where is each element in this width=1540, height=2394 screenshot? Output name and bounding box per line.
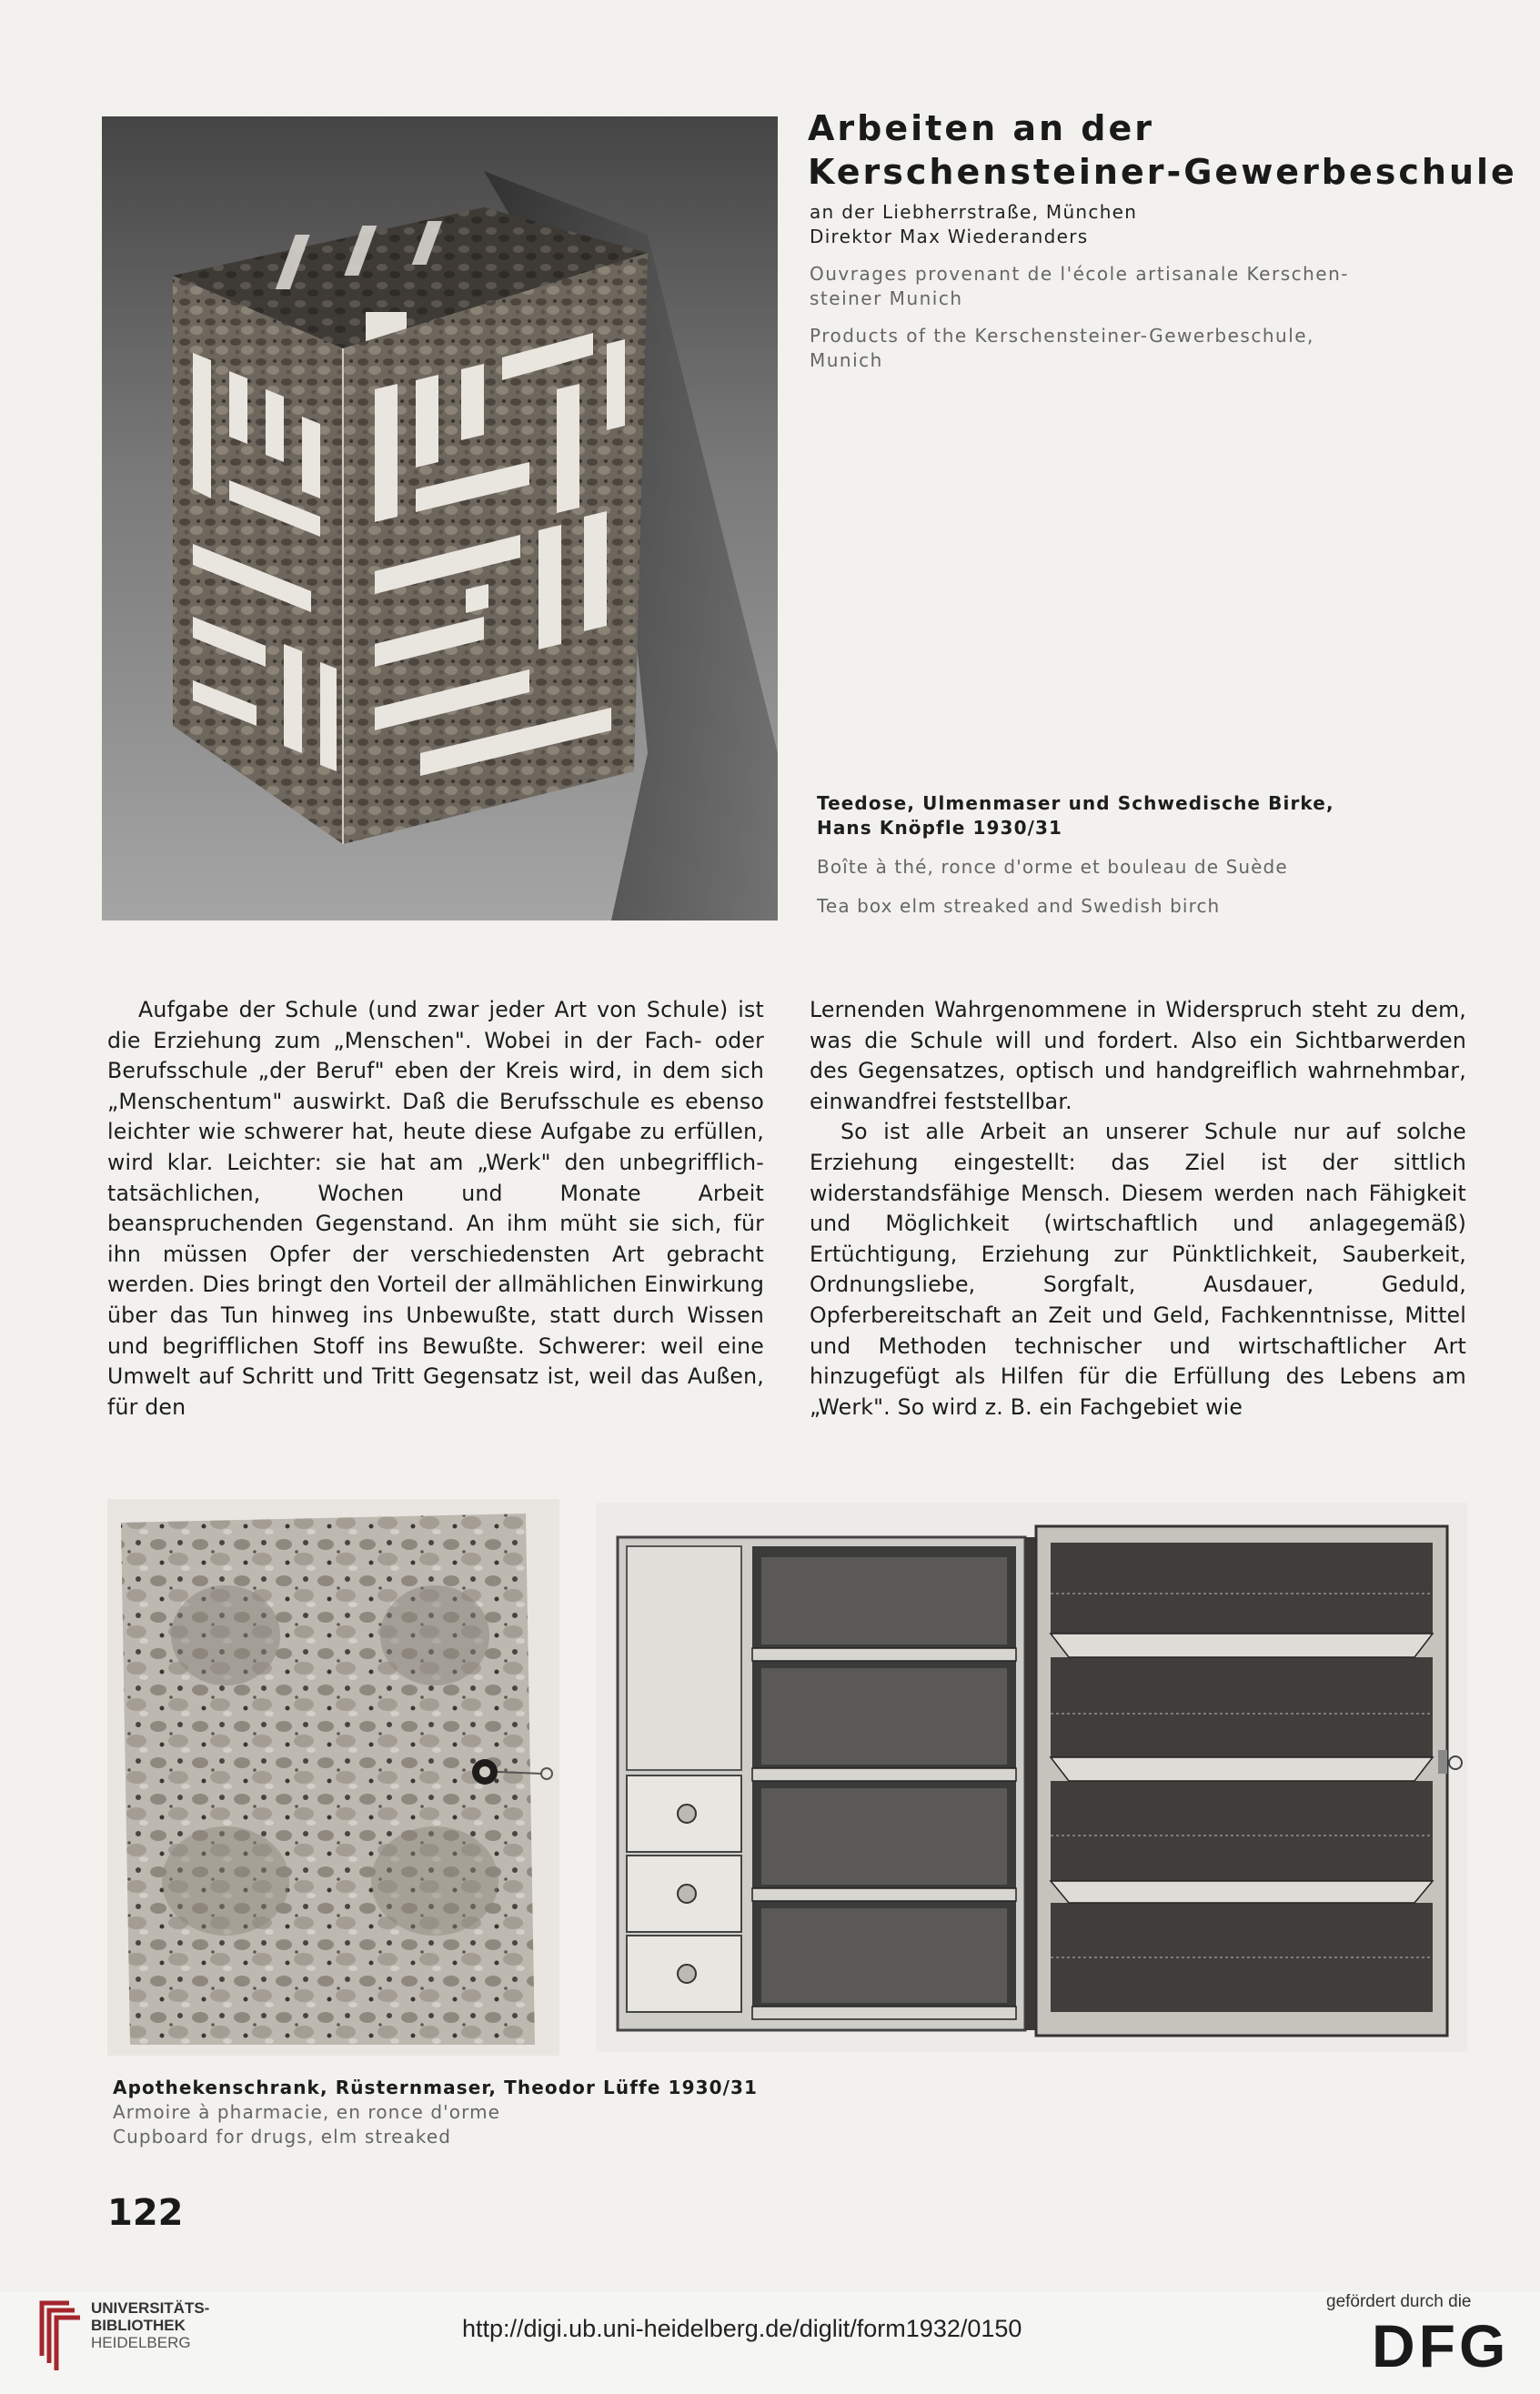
body-left-column bbox=[107, 995, 764, 1423]
page-number: 122 bbox=[107, 2192, 184, 2234]
tea-box-caption-english: Tea box elm streaked and Swedish birch bbox=[817, 895, 1221, 917]
intro-french-line1: Ouvrages provenant de l'école artisanale Kerschen- bbox=[810, 263, 1349, 285]
cupboard-caption-line1: Apothekenschrank, Rüsternmaser, Theodor Lüffe 1930/31 bbox=[113, 2077, 759, 2098]
body-right-paragraph-1: Lernenden Wahrgenommene in Widerspruch steht zu dem, was die Schule will und fordert. Also ein Sichtbarwerden des Gegensatzes, optisch und handgreiflich wahrnehmbar, einwandfrei feststellbar. bbox=[810, 997, 1466, 1114]
tea-box-caption bbox=[817, 791, 1334, 919]
funding-note: gefördert durch die bbox=[1326, 2292, 1472, 2311]
library-name bbox=[91, 2299, 209, 2351]
library-name-line2: BIBLIOTHEK bbox=[91, 2317, 186, 2334]
tea-box-caption-line2: Hans Knöpfle 1930/31 bbox=[817, 817, 1063, 839]
article-title bbox=[808, 106, 1517, 194]
tea-box-photo bbox=[102, 116, 778, 920]
open-cupboard-image bbox=[596, 1503, 1467, 2052]
intro-block bbox=[810, 200, 1349, 373]
closed-cupboard-image bbox=[107, 1499, 559, 2056]
cupboard-caption-english: Cupboard for drugs, elm streaked bbox=[113, 2126, 452, 2148]
cupboard-caption-french: Armoire à pharmacie, en ronce d'orme bbox=[113, 2101, 501, 2123]
dfg-logo: DFG bbox=[1372, 2312, 1510, 2379]
article-title-line2: Kerschensteiner-Gewerbeschule bbox=[808, 152, 1517, 192]
body-right-column bbox=[810, 995, 1466, 1423]
cupboard-caption bbox=[113, 2076, 758, 2149]
library-name-line1: UNIVERSITÄTS- bbox=[91, 2299, 210, 2317]
intro-address: an der Liebherrstraße, München bbox=[810, 201, 1138, 223]
library-logo-icon bbox=[33, 2298, 89, 2374]
intro-french-line2: steiner Munich bbox=[810, 287, 963, 309]
footer-bar bbox=[0, 2292, 1540, 2394]
intro-english-line2: Munich bbox=[810, 349, 883, 371]
article-title-line1: Arbeiten an der bbox=[808, 108, 1155, 148]
body-left-paragraph: Aufgabe der Schule (und zwar jeder Art von Schule) ist die Erziehung zum „Menschen". Wobei in der Fach- oder Berufsschule „der Beruf" eben der Kreis wird, in dem sich „Menschentum" auswirkt. Daß die Berufsschule es ebenso leichter wie schwerer hat, heute diese Aufgabe zu erfüllen, wird klar. Leichter: sie hat am „Werk" den unbegrifflich-tatsächlichen, Wochen und Monate Arbeit beanspruchenden Gegenstand. An ihm müht sie sich, für ihn müssen Opfer der verschiedensten Art gebracht werden. Dies bringt den Vorteil der allmählichen Einwirkung über das Tun hinweg ins Unbewußte, statt durch Wissen und begrifflichen Stoff ins Bewußte. Schwerer: weil eine Umwelt auf Schritt und Tritt Gegensatz ist, weil das Außen, für den bbox=[107, 997, 764, 1420]
closed-cupboard-photo bbox=[107, 1499, 559, 2056]
tea-box-image bbox=[102, 116, 778, 920]
body-right-paragraph-2: So ist alle Arbeit an unserer Schule nur auf solche Erziehung eingestellt: das Ziel ist der sittlich widerstandsfähige Mensch. Diesem werden nach Fähigkeit und Möglichkeit (wirtschaftlich und anlagegemäß) Ertüchtigung, Erziehung zur Pünktlichkeit, Sauberkeit, Ordnungsliebe, Sorgfalt, Ausdauer, Geduld, Opferbereitschaft an Zeit und Geld, Fachkenntnisse, Mittel und Methoden technischer und wirtschaftlicher Art hinzugefügt als Hilfen für die Erfüllung des Lebens am „Werk". So wird z. B. ein Fachgebiet wie bbox=[810, 1119, 1466, 1420]
tea-box-caption-french: Boîte à thé, ronce d'orme et bouleau de Suède bbox=[817, 856, 1288, 878]
intro-english-line1: Products of the Kerschensteiner-Gewerbeschule, bbox=[810, 325, 1314, 347]
library-name-line3: HEIDELBERG bbox=[91, 2334, 191, 2351]
tea-box-caption-line1: Teedose, Ulmenmaser und Schwedische Birke, bbox=[817, 792, 1334, 814]
digitization-url-link[interactable]: http://digi.ub.uni-heidelberg.de/diglit/form1932/0150 bbox=[462, 2315, 1022, 2342]
open-cupboard-photo bbox=[596, 1503, 1467, 2052]
intro-director: Direktor Max Wiederanders bbox=[810, 226, 1089, 247]
